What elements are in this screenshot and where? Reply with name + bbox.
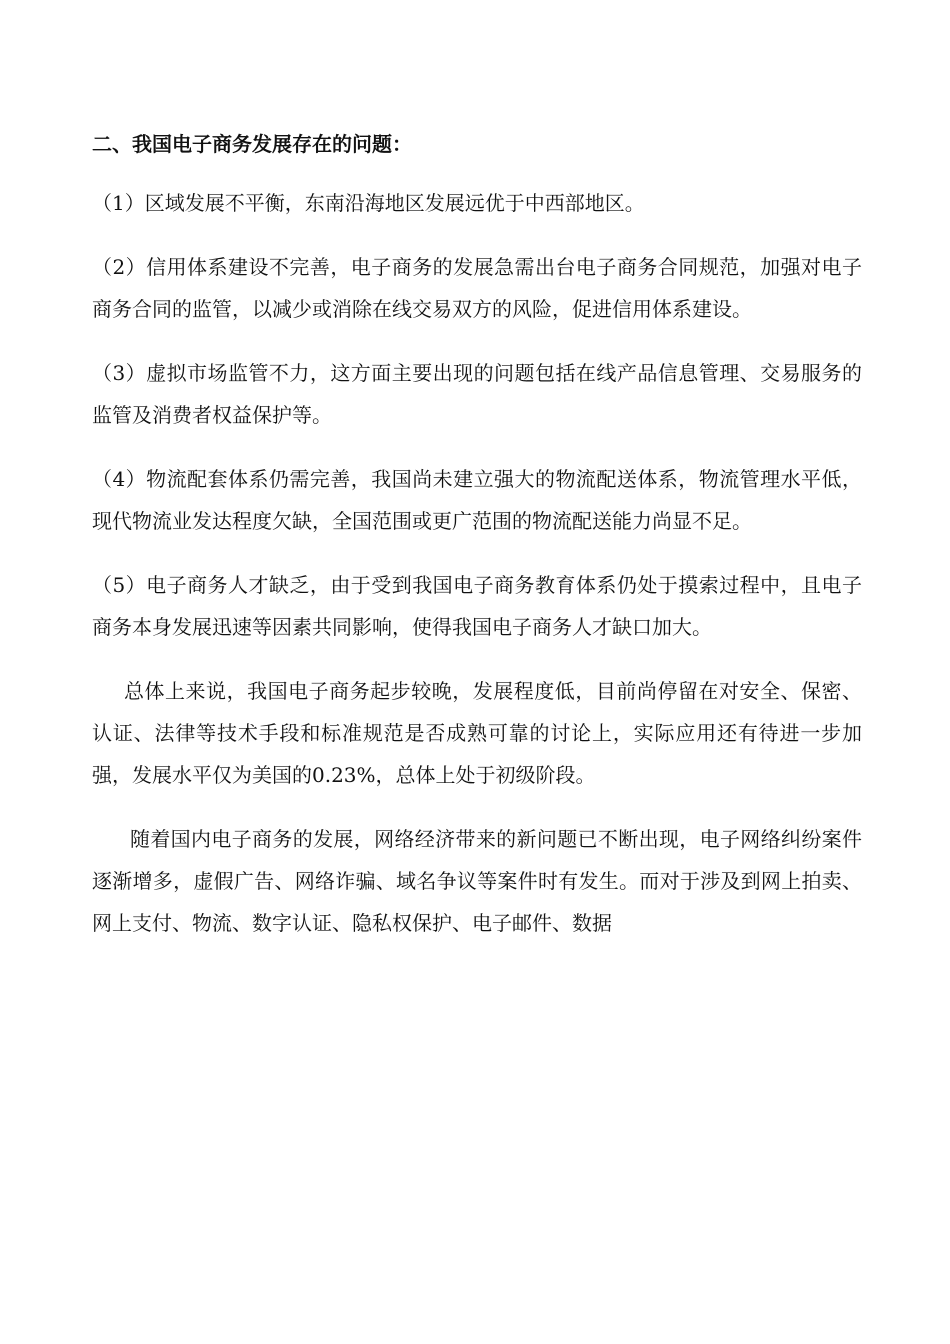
summary-paragraph: 总体上来说，我国电子商务起步较晚，发展程度低，目前尚停留在对安全、保密、认证、法律等技术手段和标准规范是否成熟可靠的讨论上，实际应用还有待进一步加强，发展水平仅为美国的0.23%，总体上处于初级阶段。 bbox=[92, 679, 862, 787]
problem-item-5: （5）电子商务人才缺乏，由于受到我国电子商务教育体系仍处于摸索过程中，且电子商务本身发展迅速等因素共同影响，使得我国电子商务人才缺口加大。 bbox=[92, 573, 862, 639]
problem-item-2: （2）信用体系建设不完善，电子商务的发展急需出台电子商务合同规范，加强对电子商务合同的监管，以减少或消除在线交易双方的风险，促进信用体系建设。 bbox=[92, 255, 862, 321]
document-page bbox=[92, 128, 862, 966]
problem-item-4: （4）物流配套体系仍需完善，我国尚未建立强大的物流配送体系，物流管理水平低，现代物流业发达程度欠缺，全国范围或更广范围的物流配送能力尚显不足。 bbox=[92, 467, 862, 533]
problem-item-1: （1）区域发展不平衡，东南沿海地区发展远优于中西部地区。 bbox=[92, 191, 645, 215]
problem-item-3: （3）虚拟市场监管不力，这方面主要出现的问题包括在线产品信息管理、交易服务的监管及消费者权益保护等。 bbox=[92, 361, 862, 427]
development-paragraph: 随着国内电子商务的发展，网络经济带来的新问题已不断出现，电子网络纠纷案件逐渐增多，虚假广告、网络诈骗、域名争议等案件时有发生。而对于涉及到网上拍卖、网上支付、物流、数字认证、隐私权保护、电子邮件、数据 bbox=[92, 827, 862, 935]
section-heading: 二、我国电子商务发展存在的问题： bbox=[92, 132, 412, 156]
